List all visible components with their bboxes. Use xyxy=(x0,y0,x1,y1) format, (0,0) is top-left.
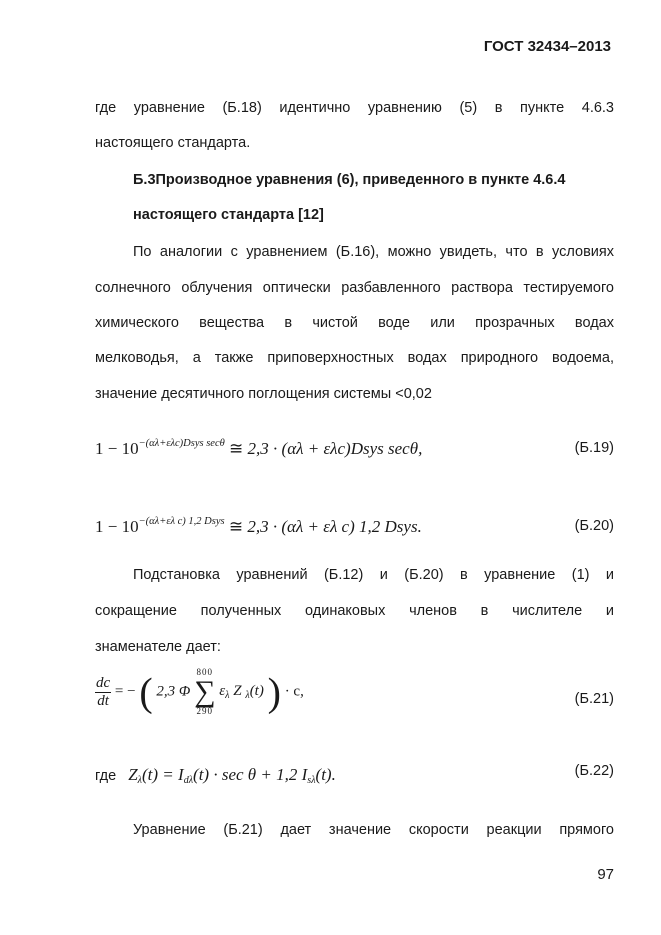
paragraph-line: знаменателе дает: xyxy=(95,639,221,655)
eq-b21-term: $\varepsilon_\lambda$ Z $_\lambda$(t) xyxy=(219,683,264,701)
eq-b19-exponent: −(αλ+ελc)Dsys secθ xyxy=(138,438,225,449)
paragraph-line: химического вещества в чистой воде или прозрачных водах xyxy=(95,315,614,331)
paragraph-line: где уравнение (Б.18) идентично уравнению (5) в пункте 4.6.3 xyxy=(95,100,614,116)
section-heading: Б.3Производное уравнения (6), приведенного в пункте 4.6.4 xyxy=(133,172,566,188)
paragraph-line: Подстановка уравнений (Б.12) и (Б.20) в уравнение (1) и xyxy=(133,567,614,583)
document-code: ГОСТ 32434–2013 xyxy=(483,38,611,55)
eq-b20-left: 1 − 10 xyxy=(95,517,139,536)
paragraph-line: солнечного облучения оптически разбавленного раствора тестируемого xyxy=(95,280,614,296)
eq-b19-left: 1 − 10 xyxy=(95,439,139,458)
paragraph-line: сокращение полученных одинаковых членов в числителе и xyxy=(95,603,614,619)
equation-b20 xyxy=(95,516,422,537)
page-number: 97 xyxy=(597,866,614,883)
paragraph-line: По аналогии с уравнением (Б.16), можно увидеть, что в условиях xyxy=(133,244,614,260)
paragraph-line: мелководья, а также приповерхностных водах природного водоема, xyxy=(95,350,614,366)
sigma-icon: ∑ xyxy=(194,675,216,708)
eq-b21-denominator: dt xyxy=(97,692,109,709)
eq-b21-equals: = − xyxy=(114,683,136,700)
eq-b20-right: 2,3 · (αλ + ελ c) 1,2 Dsys. xyxy=(247,517,422,536)
eq-b22-body: $Z_\lambda(t) = I_{d\lambda}(t) \cdot \sec \theta + 1,2$ $I_{s\lambda}(t)$. xyxy=(128,765,336,786)
eq-b21-lower-limit: 290 xyxy=(196,706,214,716)
equation-b22 xyxy=(95,765,336,786)
equation-number: (Б.20) xyxy=(574,518,614,534)
equation-b19 xyxy=(95,438,422,459)
paragraph-line: настоящего стандарта. xyxy=(95,135,251,151)
eq-b21-left-paren: ( xyxy=(139,669,153,715)
eq-b20-approx: ≅ xyxy=(228,517,244,536)
section-heading: настоящего стандарта [12] xyxy=(133,207,324,223)
equation-b21 xyxy=(95,668,304,716)
eq-b21-sum xyxy=(194,668,215,716)
eq-b21-fraction xyxy=(95,675,111,710)
eq-b20-exponent: −(αλ+ελ c) 1,2 Dsys xyxy=(138,516,225,527)
eq-b21-numerator: dc xyxy=(96,674,111,691)
eq-b19-approx: ≅ xyxy=(229,439,244,458)
eq-b21-upper-limit: 800 xyxy=(196,667,214,677)
eq-b22-prefix: где xyxy=(95,768,117,784)
eq-b19-right: 2,3 · (αλ + ελc)Dsys secθ, xyxy=(247,439,423,458)
equation-number: (Б.22) xyxy=(574,763,614,779)
eq-b21-right-paren: ) xyxy=(267,669,281,715)
eq-b21-tail: · c, xyxy=(284,683,304,700)
eq-b21-coef: 2,3 Φ xyxy=(156,683,191,700)
equation-number: (Б.19) xyxy=(574,440,614,456)
paragraph-line: Уравнение (Б.21) дает значение скорости реакции прямого xyxy=(133,822,614,838)
paragraph-line: значение десятичного поглощения системы <0,02 xyxy=(95,386,432,402)
equation-number: (Б.21) xyxy=(574,691,614,707)
